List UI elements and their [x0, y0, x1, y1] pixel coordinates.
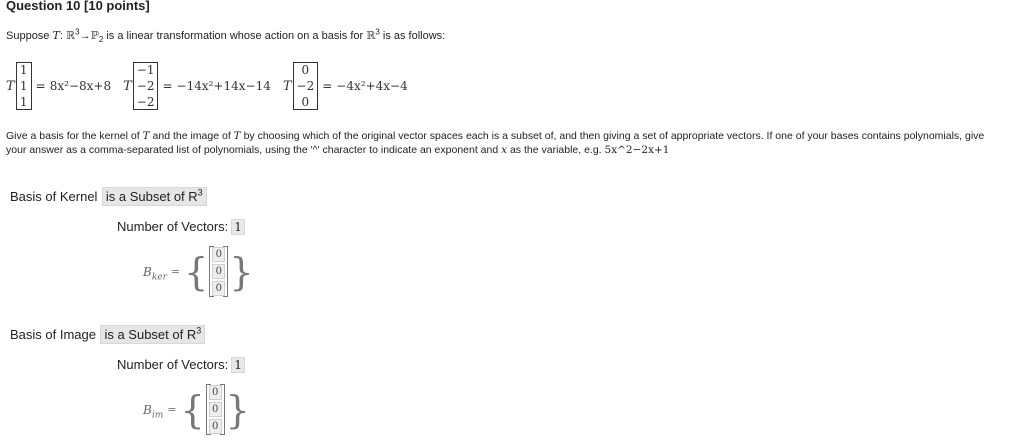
instructions-part: as the variable, e.g.	[507, 144, 605, 156]
arrow-icon: →	[79, 30, 91, 42]
image-basis	[143, 384, 250, 435]
instructions-example: 5x^2−2x+1	[604, 144, 670, 156]
kernel-basis-symbol	[143, 264, 167, 282]
kernel-label: Basis of Kernel	[10, 189, 98, 204]
image-dropdown-exp: 3	[196, 325, 202, 336]
image-num-row	[117, 356, 245, 374]
image-row	[10, 325, 205, 344]
column-vector	[293, 62, 319, 110]
vector-entry: 0	[301, 63, 310, 77]
question-title: Question 10 [10 points]	[6, 0, 150, 13]
prompt-R-exp: 3	[75, 27, 80, 37]
T-symbol: T	[282, 78, 292, 94]
vector-entry: −2	[136, 79, 155, 93]
kernel-dropdown-exp: 3	[197, 187, 203, 198]
vector-entry: 1	[19, 95, 28, 109]
prompt-T: T	[52, 29, 60, 42]
kernel-entry-2[interactable]: 0	[212, 264, 225, 279]
instructions-T: T	[142, 130, 150, 142]
kernel-entry-1[interactable]: 0	[212, 247, 225, 262]
kernel-num-label: Number of Vectors:	[117, 219, 229, 234]
prompt-R: ℝ	[65, 29, 76, 42]
basis-B: B	[143, 264, 152, 279]
vector-entry: −2	[296, 79, 315, 93]
equals-sign: =	[35, 79, 46, 93]
prompt-R-2: ℝ	[366, 29, 376, 42]
polynomial-result: −4x²+4x−4	[336, 79, 408, 93]
kernel-vector-input	[209, 246, 228, 297]
T-symbol: T	[6, 78, 15, 94]
left-brace: {	[180, 387, 205, 432]
vector-entry: 1	[19, 63, 28, 77]
question-prompt	[6, 27, 446, 45]
instructions-part: Give a basis for the kernel of	[6, 130, 143, 142]
image-label: Basis of Image	[10, 327, 96, 342]
instructions-part: and the image of	[149, 130, 234, 142]
image-num-label: Number of Vectors:	[117, 357, 229, 372]
instructions-part: by choosing which of the original vector spaces each is a subset of, and then giving a set of appropriate vectors. If one of your bases contains polynomials, give your answer as a comma-separated list of polynomials, using the '^' character to indicate an exponent and	[6, 130, 985, 156]
prompt-text: Suppose	[6, 30, 53, 42]
basis-sub: im	[151, 409, 164, 420]
prompt-R-exp-2: 3	[375, 27, 380, 37]
image-entry-2[interactable]: 0	[209, 402, 222, 417]
kernel-row	[10, 187, 207, 206]
vector-entry: −2	[136, 95, 155, 109]
transformation-eq-3	[283, 62, 408, 110]
image-num-vectors-input[interactable]: 1	[231, 357, 245, 373]
polynomial-result: −14x²+14x−14	[176, 79, 271, 93]
prompt-text-3: is as follows:	[379, 30, 446, 42]
instructions-T: T	[233, 130, 241, 142]
column-vector	[133, 62, 159, 110]
image-entry-1[interactable]: 0	[209, 385, 222, 400]
basis-B: B	[143, 402, 152, 417]
instructions-x: x	[501, 144, 508, 156]
T-symbol: T	[123, 78, 132, 94]
prompt-P: ℙ	[90, 29, 99, 42]
equals-sign: =	[170, 265, 181, 278]
kernel-num-vectors-input[interactable]: 1	[231, 219, 245, 235]
image-basis-symbol	[143, 402, 164, 420]
kernel-dropdown-text: is a Subset of R	[105, 189, 198, 204]
image-space-dropdown[interactable]	[100, 325, 205, 344]
kernel-space-dropdown[interactable]	[102, 187, 207, 206]
transformation-eq-1	[6, 62, 111, 110]
image-entry-3[interactable]: 0	[209, 419, 222, 434]
left-brace: {	[184, 249, 209, 294]
kernel-entry-3[interactable]: 0	[212, 281, 225, 296]
prompt-text-2: is a linear transformation whose action on a basis for	[103, 30, 367, 42]
column-vector	[16, 62, 32, 110]
vector-entry: 0	[301, 95, 310, 109]
equals-sign: =	[162, 79, 173, 93]
instructions-text	[6, 129, 1006, 157]
basis-sub: ker	[151, 271, 167, 282]
equals-sign: =	[322, 79, 333, 93]
prompt-P-sub: 2	[98, 35, 104, 45]
right-brace: }	[229, 249, 254, 294]
prompt-colon: :	[59, 30, 66, 42]
vector-entry: 1	[19, 79, 28, 93]
vector-entry: −1	[136, 63, 155, 77]
equals-sign: =	[167, 403, 177, 416]
kernel-basis	[143, 246, 254, 297]
image-vector-input	[206, 384, 225, 435]
transformation-eq-2	[123, 62, 271, 110]
transformation-equations	[6, 58, 420, 114]
right-brace: }	[225, 387, 250, 432]
polynomial-result: 8x²−8x+8	[49, 79, 112, 93]
kernel-num-row	[117, 218, 245, 236]
image-dropdown-text: is a Subset of R	[104, 327, 197, 342]
